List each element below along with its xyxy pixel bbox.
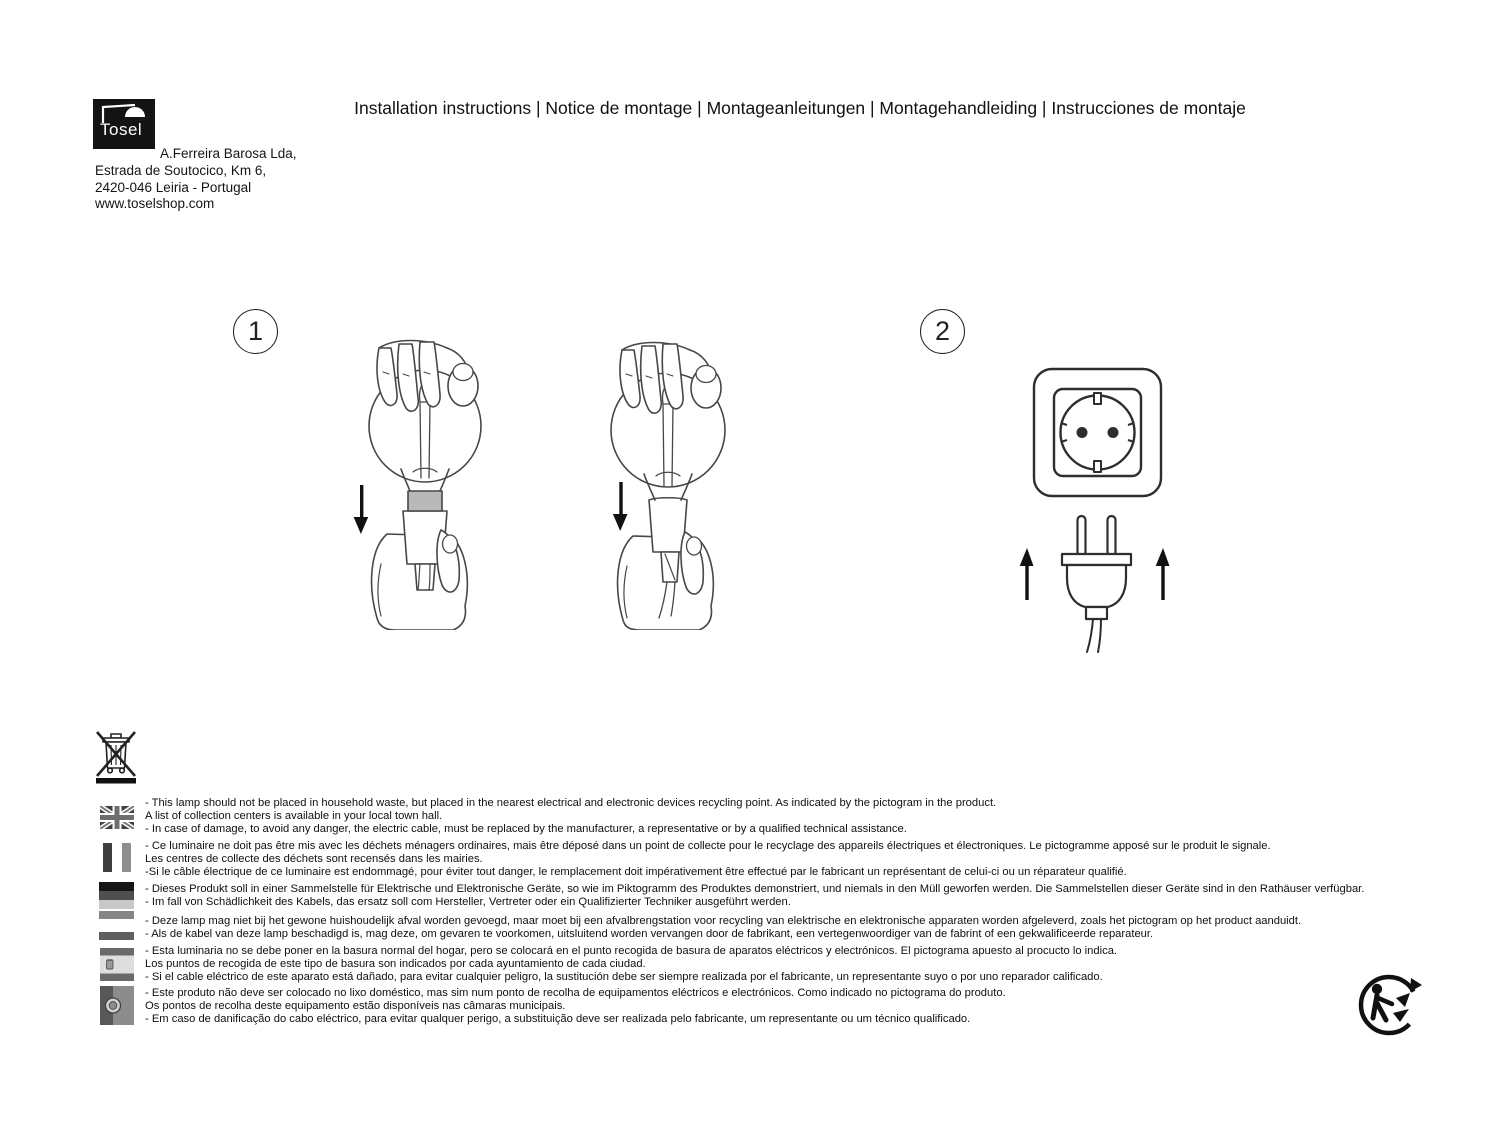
notice-french — [145, 840, 1480, 879]
notice-dutch — [145, 915, 1480, 941]
up-arrow-icon — [1020, 548, 1034, 600]
france-flag-icon — [103, 843, 131, 872]
portugal-flag-icon — [100, 986, 134, 1025]
notice-line: A list of collection centers is available in your local town hall. — [145, 809, 443, 822]
company-name: A.Ferreira Barosa Lda, — [160, 146, 297, 161]
notice-line: Los puntos de recogida de este tipo de basura son indicados por cada ayuntamiento de cada ciudad. — [145, 957, 646, 970]
down-arrow-icon — [613, 482, 628, 531]
notice-line: - Ce luminaire ne doit pas être mis avec les déchets ménagers ordinaires, mais être déposé dans un point de collecte pour le recyclage des appareils électriques et électroniques. Le pictogramme apposé sur le produit le signale. — [145, 840, 1271, 852]
notice-line: - In case of damage, to avoid any danger, the electric cable, must be replaced by the manufacturer, a representative or by a qualified technical assistance. — [145, 822, 907, 835]
notice-spanish — [145, 945, 1480, 984]
wall-socket-icon — [1030, 365, 1165, 500]
netherlands-flag-icon — [99, 911, 134, 940]
bulb-insert-illustration-2 — [585, 338, 750, 630]
company-address-line1: Estrada de Soutocico, Km 6, — [95, 163, 267, 178]
up-arrow-icon — [1156, 548, 1170, 600]
spain-flag-icon — [100, 948, 134, 981]
step-1-number: 1 — [247, 316, 264, 346]
notice-english — [145, 797, 1480, 836]
page-title: Installation instructions | Notice de montage | Montageanleitungen | Montagehandleiding | Instrucciones de montaje — [354, 98, 1246, 118]
triman-recycling-icon — [1356, 972, 1422, 1038]
notice-line: - Si el cable eléctrico de este aparato está dañado, para evitar cualquier peligro, la sustitución debe ser siempre realizada por el fabricante, un representante suyo o por uno reparador calificado. — [145, 970, 1103, 983]
tosel-logo — [93, 99, 155, 149]
notice-line: -Si le câble électrique de ce luminaire est endommagé, pour éviter tout danger, le remplacement doit impérativement être effectué par le fabricant un représentant de celui-ci ou un réparateur qualifié. — [145, 865, 1127, 878]
notice-line: - Este produto não deve ser colocado no lixo doméstico, mas sim num ponto de recolha de equipamentos eléctricos e electrónicos. Como indicado no pictograma do produto. — [145, 987, 1006, 999]
notice-line: - This lamp should not be placed in household waste, but placed in the nearest electrical and electronic devices recycling point. As indicated by the pictogram in the product. — [145, 797, 997, 809]
power-plug-icon — [1000, 500, 1210, 658]
logo-text: Tosel — [100, 120, 143, 139]
bulb-insert-illustration-1 — [335, 338, 500, 630]
notice-german — [145, 883, 1480, 909]
notice-line: - Deze lamp mag niet bij het gewone huishoudelijk afval worden gevoegd, maar moet bij een afvalbrengstation voor recycling van elektrische en elektronische apparaten worden afgeleverd, zoals het pictogram op het product aanduidt. — [145, 915, 1302, 927]
step-1-badge — [233, 309, 278, 354]
company-website: www.toselshop.com — [95, 196, 215, 211]
down-arrow-icon — [354, 485, 369, 534]
notice-line: - Em caso de danificação do cabo eléctrico, para evitar qualquer perigo, a substituição deve ser realizada pelo fabricante, um representante ou um técnico qualificado. — [145, 1012, 971, 1025]
notice-line: Os pontos de recolha deste equipamento estão disponíveis nas câmaras municipais. — [145, 999, 566, 1012]
notice-line: Les centres de collecte des déchets sont recensés dans les mairies. — [145, 852, 483, 865]
step-2-number: 2 — [934, 316, 951, 346]
step-2-badge — [920, 309, 965, 354]
notice-line: - Esta luminaria no se debe poner en la basura normal del hogar, pero se colocará en el punto recogida de basura de aparatos eléctricos y electrónicos. El pictograma apuesto al procucto lo indica. — [145, 945, 1118, 957]
united-kingdom-flag-icon — [100, 806, 134, 829]
notice-line: - Dieses Produkt soll in einer Sammelstelle für Elektrische und Elektronische Geräte, so wie im Piktogramm des Produktes demonstriert, und niemals in den Müll geworfen werden. Die Sammelstellen dieser Geräte sind in den Rathäuser verfügbar. — [145, 883, 1365, 895]
weee-crossed-bin-icon — [94, 726, 138, 784]
notice-line: - Als de kabel van deze lamp beschadigd is, mag deze, om gevaren te voorkomen, uitsluitend worden vervangen door de fabrikant, een vertegenwoordiger van de fabrint of een gekwalificeerde reparateur. — [145, 927, 1154, 940]
germany-flag-icon — [99, 882, 134, 909]
notice-portuguese — [145, 987, 1480, 1026]
notice-line: - Im fall von Schädlichkeit des Kabels, das ersatz soll com Hersteller, Vertreter oder ein Qualifizierter Techniker ausgeführt werden. — [145, 895, 791, 908]
company-address-line2: 2420-046 Leiria - Portugal — [95, 180, 252, 195]
